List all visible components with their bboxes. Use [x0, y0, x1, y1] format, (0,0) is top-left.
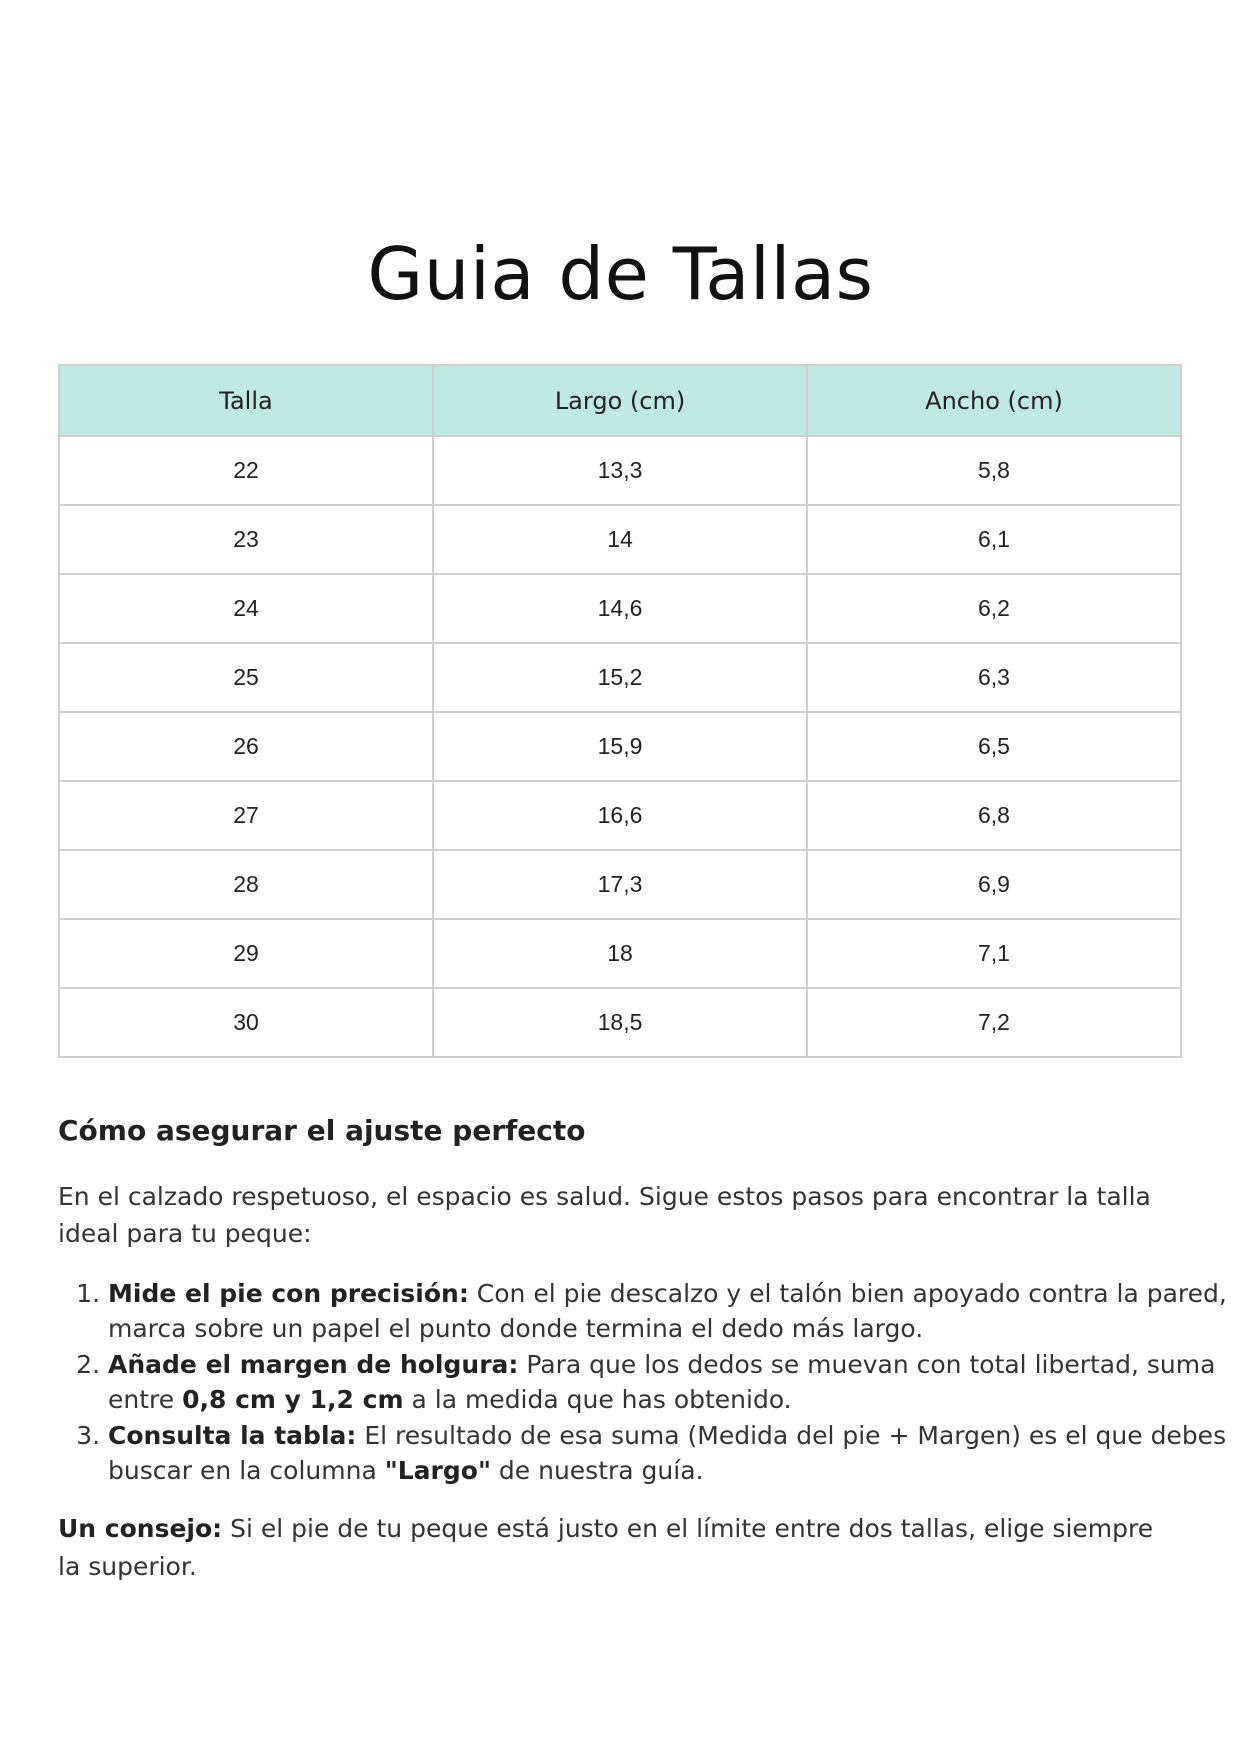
- table-row: [59, 436, 1181, 505]
- cell-talla: 25: [59, 643, 433, 712]
- cell-ancho: 7,1: [807, 919, 1181, 988]
- step-text: de nuestra guía.: [490, 1456, 704, 1485]
- fit-steps-list: [58, 1276, 1232, 1489]
- cell-talla: 27: [59, 781, 433, 850]
- cell-largo: 13,3: [433, 436, 807, 505]
- cell-largo: 15,9: [433, 712, 807, 781]
- cell-ancho: 7,2: [807, 988, 1181, 1057]
- table-row: [59, 919, 1181, 988]
- step-label: Mide el pie con precisión:: [108, 1279, 469, 1308]
- cell-talla: 26: [59, 712, 433, 781]
- table-row: [59, 643, 1181, 712]
- step-text: a la medida que has obtenido.: [403, 1385, 792, 1414]
- fit-guide-heading: Cómo asegurar el ajuste perfecto: [58, 1114, 586, 1147]
- cell-talla: 24: [59, 574, 433, 643]
- cell-ancho: 6,3: [807, 643, 1181, 712]
- cell-talla: 29: [59, 919, 433, 988]
- step-highlight: "Largo": [384, 1456, 491, 1485]
- header-talla: Talla: [59, 365, 433, 436]
- cell-ancho: 6,5: [807, 712, 1181, 781]
- cell-ancho: 5,8: [807, 436, 1181, 505]
- table-row: [59, 712, 1181, 781]
- list-item: [108, 1418, 1232, 1488]
- table-row: [59, 988, 1181, 1057]
- tip-paragraph: [58, 1510, 1182, 1586]
- cell-talla: 22: [59, 436, 433, 505]
- cell-largo: 18: [433, 919, 807, 988]
- cell-largo: 14: [433, 505, 807, 574]
- header-ancho: Ancho (cm): [807, 365, 1181, 436]
- size-table: [58, 364, 1182, 1058]
- step-text: Con el pie descalzo y el talón bien apoyado contra la pared, marca sobre un papel el punto donde termina el dedo más largo.: [108, 1279, 1227, 1343]
- tip-text: Si el pie de tu peque está justo en el límite entre dos tallas, elige siempre la superior.: [58, 1514, 1154, 1581]
- cell-largo: 17,3: [433, 850, 807, 919]
- page-title: Guia de Tallas: [367, 232, 874, 316]
- list-item: [108, 1276, 1232, 1346]
- cell-ancho: 6,2: [807, 574, 1181, 643]
- cell-largo: 14,6: [433, 574, 807, 643]
- cell-ancho: 6,8: [807, 781, 1181, 850]
- cell-talla: 30: [59, 988, 433, 1057]
- table-row: [59, 850, 1181, 919]
- cell-talla: 23: [59, 505, 433, 574]
- cell-ancho: 6,9: [807, 850, 1181, 919]
- step-text: El resultado de esa suma (Medida del pie + Margen) es el que debes buscar en la columna: [108, 1421, 1227, 1485]
- table-header-row: [59, 365, 1181, 436]
- step-text: Para que los dedos se muevan con total libertad, suma entre: [108, 1350, 1216, 1414]
- header-largo: Largo (cm): [433, 365, 807, 436]
- cell-largo: 15,2: [433, 643, 807, 712]
- list-item: [108, 1347, 1232, 1417]
- cell-largo: 16,6: [433, 781, 807, 850]
- table-row: [59, 505, 1181, 574]
- cell-talla: 28: [59, 850, 433, 919]
- step-label: Consulta la tabla:: [108, 1421, 357, 1450]
- step-label: Añade el margen de holgura:: [108, 1350, 519, 1379]
- step-highlight: 0,8 cm y 1,2 cm: [182, 1385, 404, 1414]
- table-row: [59, 574, 1181, 643]
- cell-largo: 18,5: [433, 988, 807, 1057]
- cell-ancho: 6,1: [807, 505, 1181, 574]
- tip-label: Un consejo:: [58, 1514, 223, 1543]
- fit-guide-intro: En el calzado respetuoso, el espacio es salud. Sigue estos pasos para encontrar la talla ideal para tu peque:: [58, 1182, 1151, 1248]
- table-row: [59, 781, 1181, 850]
